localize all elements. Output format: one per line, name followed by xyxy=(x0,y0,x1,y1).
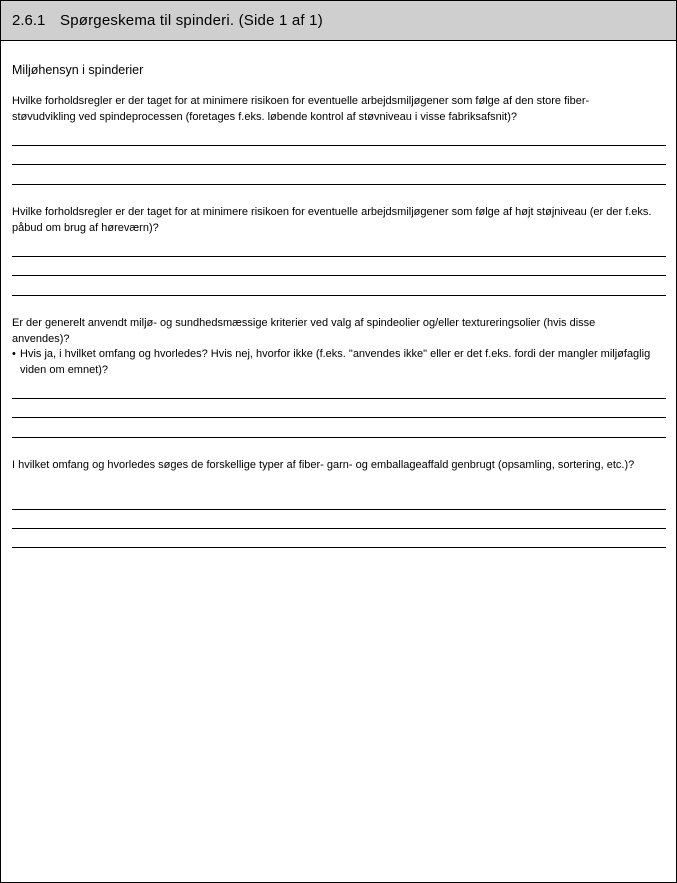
bullet-icon: • xyxy=(12,348,16,360)
answer-line-4b[interactable] xyxy=(12,528,666,529)
answer-line-1c[interactable] xyxy=(12,184,666,185)
answer-line-2c[interactable] xyxy=(12,295,666,296)
question-4-text: I hvilket omfang og hvorledes søges de forskellige typer af fiber- garn- og emballageaffald genbrugt (opsamling, sortering, etc.)? xyxy=(12,459,635,471)
answer-line-1b[interactable] xyxy=(12,164,666,165)
question-3-bullet-text: Hvis ja, i hvilket omfang og hvorledes? Hvis nej, hvorfor ikke (f.eks. "anvendes ikke" eller er det f.eks. fordi der mangler miljøfaglig viden om emnet)? xyxy=(20,348,651,376)
answer-line-3c[interactable] xyxy=(12,437,666,438)
answer-line-4c[interactable] xyxy=(12,547,666,548)
answer-line-2b[interactable] xyxy=(12,275,666,276)
question-2-text: Hvilke forholdsregler er der taget for at minimere risikoen for eventuelle arbejdsmiljøgener som følge af højt støjniveau (er der f.eks. påbud om brug af høreværn)? xyxy=(12,206,652,234)
question-3-bullet xyxy=(12,346,652,378)
section-number: 2.6.1 xyxy=(12,12,46,29)
answer-line-2a[interactable] xyxy=(12,256,666,257)
section-heading: Miljøhensyn i spinderier xyxy=(12,63,144,77)
question-1-text: Hvilke forholdsregler er der taget for at minimere risikoen for eventuelle arbejdsmiljøgener som følge af den store fiber-støvudvikling ved spindeprocessen (foretages f.eks. løbende kontrol af støvniveau i visse fabriksafsnit)? xyxy=(12,95,590,123)
answer-line-4a[interactable] xyxy=(12,509,666,510)
header-bar xyxy=(1,1,676,41)
answer-line-1a[interactable] xyxy=(12,145,666,146)
answer-line-3b[interactable] xyxy=(12,417,666,418)
page-title: Spørgeskema til spinderi. (Side 1 af 1) xyxy=(60,12,323,29)
question-3-text: Er der generelt anvendt miljø- og sundhedsmæssige kriterier ved valg af spindeolier og/eller textureringsolier (hvis disse anvendes)? xyxy=(12,317,596,345)
answer-line-3a[interactable] xyxy=(12,398,666,399)
